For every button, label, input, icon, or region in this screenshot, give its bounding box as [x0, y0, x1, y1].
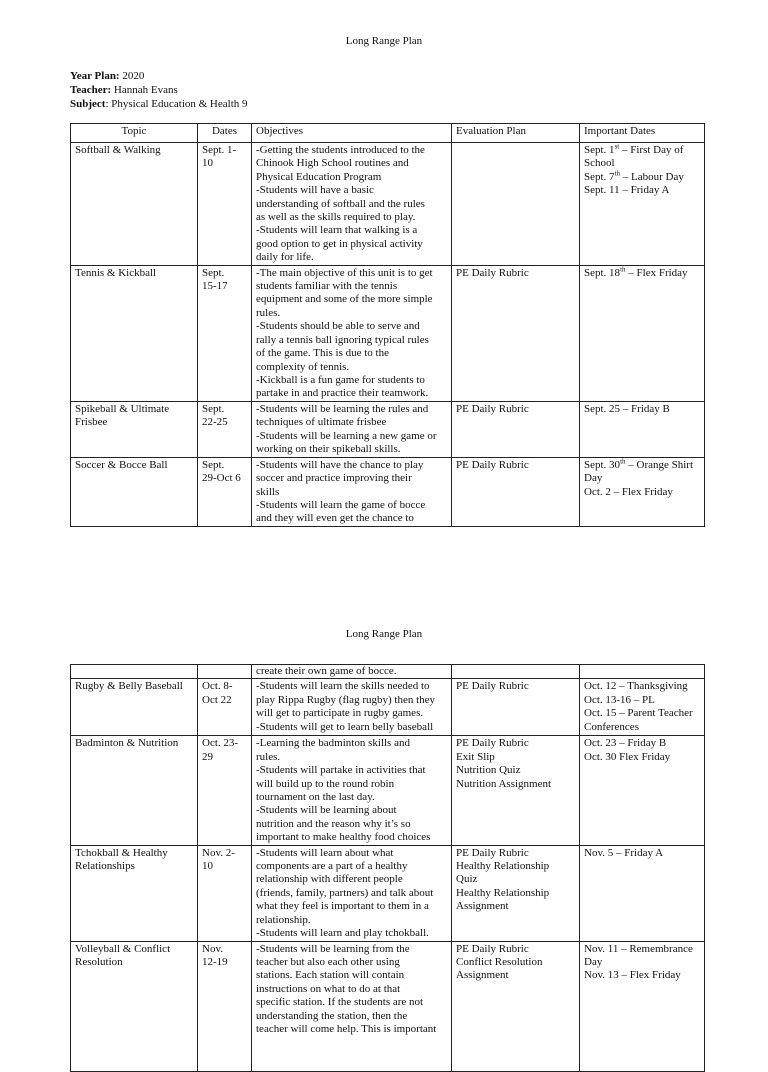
evaluation-line: Nutrition Assignment: [456, 777, 552, 790]
objective-line: understanding the station, then the: [256, 1009, 408, 1022]
important-date-line: Nov. 13 – Flex Friday: [584, 969, 681, 982]
objective-line: Chinook High School routines and: [256, 157, 409, 170]
important-dates-cell: [580, 265, 705, 401]
objective-line: -Students should be able to serve and: [256, 320, 420, 333]
objective-line: and they will even get the chance to: [256, 512, 414, 525]
dates-text: Sept.: [202, 458, 225, 471]
objective-line: stations. Each station will contain: [256, 969, 405, 982]
objective-line: Physical Education Program: [256, 170, 382, 183]
evaluation-line: PE Daily Rubric: [456, 266, 529, 279]
topic-text: Rugby & Belly Baseball: [75, 680, 183, 693]
important-date-line: Sept. 1st – First Day of: [584, 142, 684, 156]
objective-line: as well as the skills required to play.: [256, 211, 416, 224]
dates-text: Oct. 8-: [202, 680, 233, 693]
evaluation-line: PE Daily Rubric: [456, 942, 529, 955]
dates-cell: [198, 736, 252, 845]
important-date-line: Sept. 7th – Labour Day: [584, 169, 684, 183]
table-header-row: [71, 124, 705, 143]
table-row: [71, 845, 705, 941]
topic-cell: [71, 941, 198, 1071]
objectives-cell: [252, 457, 452, 526]
dates-text: Sept.: [202, 266, 225, 279]
important-date-line: Oct. 2 – Flex Friday: [584, 485, 673, 498]
dates-text: 29: [202, 750, 213, 763]
objective-line: -Kickball is a fun game for students to: [256, 373, 425, 386]
objective-line: components are a part of a healthy: [256, 860, 408, 873]
topic-text: Relationships: [75, 860, 135, 873]
table-row: [71, 143, 705, 266]
dates-text: 10: [202, 157, 213, 170]
dates-text: Nov.: [202, 942, 223, 955]
objective-line: -Students will learn the skills needed to: [256, 680, 430, 693]
topic-cell: [71, 265, 198, 401]
objective-line: skills: [256, 485, 280, 498]
table-row: [71, 265, 705, 401]
long-range-plan-table-continued: [70, 664, 705, 1072]
objective-line: play Rippa Rugby (flag rugby) then they: [256, 693, 436, 706]
evaluation-line: Exit Slip: [456, 750, 495, 763]
important-date-line: Sept. 30th – Orange Shirt: [584, 457, 694, 471]
dates-text: Oct. 23-: [202, 737, 239, 750]
topic-cell: [71, 736, 198, 845]
evaluation-cell: [452, 679, 580, 736]
important-date-line: Day: [584, 956, 603, 969]
page-title: Long Range Plan: [345, 628, 423, 640]
objective-line: -Students will be learning about: [256, 804, 397, 817]
topic-text: Resolution: [75, 956, 123, 969]
evaluation-line: Assignment: [456, 900, 509, 913]
teacher-line: Teacher: Hannah Evans: [70, 84, 178, 96]
topic-text: Softball & Walking: [75, 144, 161, 156]
dates-text: Oct 22: [202, 693, 232, 706]
objective-line: teacher will come help. This is important: [256, 1023, 437, 1036]
objective-line: -Students will have a basic: [256, 184, 374, 197]
objective-line: -Learning the badminton skills and: [256, 737, 410, 750]
objectives-cell: [252, 941, 452, 1071]
evaluation-line: Healthy Relationship: [456, 860, 550, 873]
topic-cell: [71, 143, 198, 266]
objective-line: techniques of ultimate frisbee: [256, 416, 387, 429]
evaluation-line: PE Daily Rubric: [456, 846, 529, 859]
objective-line: rules.: [256, 306, 281, 319]
objective-line: -Students will get to learn belly baseball: [256, 720, 434, 733]
important-date-line: Oct. 23 – Friday B: [584, 737, 667, 750]
objective-line: -Students will be learning the rules and: [256, 402, 429, 415]
objective-line: daily for life.: [256, 251, 314, 264]
header-dates: Dates: [198, 124, 252, 143]
objective-line: students familiar with the tennis: [256, 280, 398, 293]
objective-line: rally a tennis ball ignoring typical rules: [256, 333, 429, 346]
objective-line: equipment and some of the more simple: [256, 293, 433, 306]
important-date-line: School: [584, 157, 615, 170]
evaluation-line: Conflict Resolution: [456, 956, 543, 969]
important-dates-cell: [580, 143, 705, 266]
continuation-text: create their own game of bocce.: [252, 665, 452, 679]
important-dates-cell: [580, 941, 705, 1071]
objective-line: -Students will partake in activities that: [256, 764, 426, 777]
objective-line: good option to get in physical activity: [256, 237, 423, 250]
topic-text: Tennis & Kickball: [75, 266, 157, 279]
important-date-line: Oct. 30 Flex Friday: [584, 750, 671, 763]
evaluation-line: Assignment: [456, 969, 509, 982]
dates-text: 29-Oct 6: [202, 472, 241, 485]
objective-line: of the game. This is due to the: [256, 347, 389, 360]
objective-line: relationship with different people: [256, 873, 403, 886]
important-date-line: Day: [584, 472, 603, 485]
important-date-line: Sept. 25 – Friday B: [584, 402, 670, 415]
important-dates-cell: [580, 457, 705, 526]
objectives-cell: [252, 401, 452, 457]
evaluation-line: Quiz: [456, 873, 478, 886]
important-dates-cell: [580, 736, 705, 845]
evaluation-line: Nutrition Quiz: [456, 764, 521, 777]
evaluation-cell: [452, 845, 580, 941]
subject-line: Subject: Physical Education & Health 9: [70, 98, 248, 110]
dates-cell: [198, 457, 252, 526]
dates-cell: [198, 143, 252, 266]
page-2: [0, 620, 768, 1036]
evaluation-line: PE Daily Rubric: [456, 737, 529, 750]
topic-text: Volleyball & Conflict: [75, 942, 171, 955]
objective-line: important to make healthy food choices: [256, 831, 431, 844]
dates-cell: [198, 941, 252, 1071]
long-range-plan-table: [70, 123, 705, 527]
evaluation-line: PE Daily Rubric: [456, 402, 529, 415]
dates-cell: [198, 265, 252, 401]
table-row: [71, 736, 705, 845]
objective-line: rules.: [256, 750, 281, 763]
objective-line: partake in and practice their teamwork.: [256, 387, 429, 400]
dates-text: Sept. 1-: [202, 144, 237, 156]
topic-text: Frisbee: [75, 416, 108, 429]
dates-text: 15-17: [202, 280, 228, 293]
objective-line: what they feel is important to them in a: [256, 900, 429, 913]
important-date-line: Sept. 18th – Flex Friday: [584, 265, 688, 279]
objective-line: specific station. If the students are not: [256, 996, 424, 1009]
plan-meta: [70, 69, 248, 111]
objective-line: -The main objective of this unit is to get: [256, 266, 433, 279]
dates-text: 22-25: [202, 416, 228, 429]
objective-line: relationship.: [256, 913, 311, 926]
objectives-cell: [252, 679, 452, 736]
important-date-line: Nov. 11 – Remembrance: [584, 942, 693, 955]
year-plan-line: Year Plan: 2020: [70, 70, 145, 82]
evaluation-line: Healthy Relationship: [456, 886, 550, 899]
dates-cell: [198, 679, 252, 736]
objective-line: -Students will have the chance to play: [256, 458, 424, 471]
important-date-line: Nov. 5 – Friday A: [584, 846, 664, 859]
evaluation-line: PE Daily Rubric: [456, 458, 529, 471]
page-title: Long Range Plan: [345, 35, 423, 47]
topic-text: Tchokball & Healthy: [75, 846, 168, 859]
objective-line: -Students will be learning from the: [256, 942, 410, 955]
topic-cell: [71, 679, 198, 736]
evaluation-line: PE Daily Rubric: [456, 680, 529, 693]
table-row: [71, 941, 705, 1071]
evaluation-cell: [452, 143, 580, 266]
table-row: [71, 457, 705, 526]
objective-line: -Students will learn and play tchokball.: [256, 927, 429, 940]
important-dates-cell: [580, 401, 705, 457]
objective-line: -Students will learn that walking is a: [256, 224, 418, 237]
objective-line: -Students will learn about what: [256, 846, 394, 859]
dates-text: 12-19: [202, 956, 228, 969]
objective-line: working on their spikeball skills.: [256, 442, 401, 455]
objectives-cell: [252, 845, 452, 941]
objective-line: will build up to the round robin: [256, 777, 395, 790]
objective-line: understanding of softball and the rules: [256, 197, 425, 210]
table-row: [71, 679, 705, 736]
objective-line: instructions on what to do at that: [256, 982, 401, 995]
continuation-row: [71, 665, 705, 679]
dates-cell: [198, 845, 252, 941]
table-row: [71, 401, 705, 457]
objective-line: tournament on the last day.: [256, 791, 375, 804]
objective-line: will get to participate in rugby games.: [256, 707, 424, 720]
evaluation-cell: [452, 736, 580, 845]
objective-line: (friends, family, partners) and talk about: [256, 886, 434, 899]
objective-line: nutrition and the reason why it’s so: [256, 817, 411, 830]
important-date-line: Sept. 11 – Friday A: [584, 184, 670, 197]
objective-line: soccer and practice improving their: [256, 472, 412, 485]
objective-line: complexity of tennis.: [256, 360, 350, 373]
objective-line: -Students will learn the game of bocce: [256, 498, 426, 511]
topic-cell: [71, 401, 198, 457]
evaluation-cell: [452, 457, 580, 526]
important-dates-cell: [580, 679, 705, 736]
dates-cell: [198, 401, 252, 457]
topic-cell: [71, 457, 198, 526]
evaluation-cell: [452, 941, 580, 1071]
objectives-cell: [252, 143, 452, 266]
objectives-cell: [252, 265, 452, 401]
objectives-cell: [252, 736, 452, 845]
header-topic: Topic: [71, 124, 198, 143]
dates-text: Nov. 2-: [202, 846, 235, 859]
evaluation-cell: [452, 401, 580, 457]
important-dates-cell: [580, 845, 705, 941]
important-date-line: Oct. 12 – Thanksgiving: [584, 680, 688, 693]
header-objectives: Objectives: [252, 124, 452, 143]
dates-text: Sept.: [202, 402, 225, 415]
objective-line: -Getting the students introduced to the: [256, 144, 425, 156]
header-evaluation-plan: Evaluation Plan: [452, 124, 580, 143]
topic-text: Soccer & Bocce Ball: [75, 458, 168, 471]
topic-text: Spikeball & Ultimate: [75, 402, 170, 415]
evaluation-cell: [452, 265, 580, 401]
objective-line: -Students will be learning a new game or: [256, 429, 437, 442]
topic-text: Badminton & Nutrition: [75, 737, 179, 750]
important-date-line: Oct. 15 – Parent Teacher: [584, 707, 693, 720]
objective-line: teacher but also each other using: [256, 956, 400, 969]
header-important-dates: Important Dates: [580, 124, 705, 143]
dates-text: 10: [202, 860, 213, 873]
topic-cell: [71, 845, 198, 941]
important-date-line: Oct. 13-16 – PL: [584, 693, 655, 706]
important-date-line: Conferences: [584, 720, 639, 733]
